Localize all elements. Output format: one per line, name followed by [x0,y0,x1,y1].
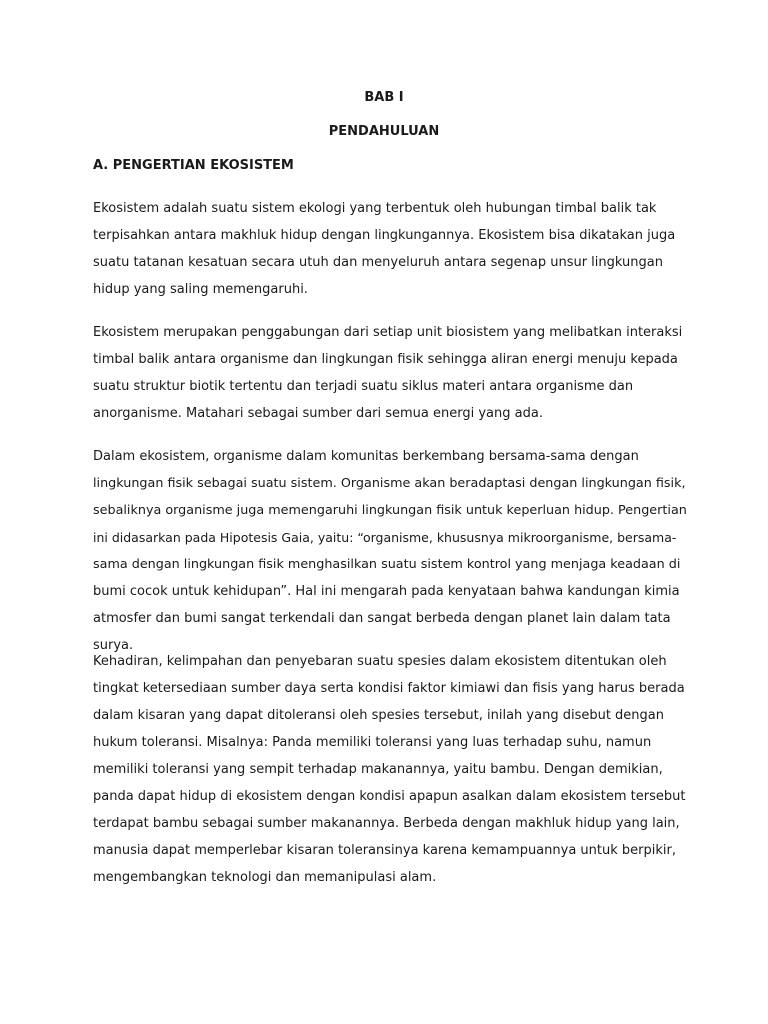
text-line: mengembangkan teknologi dan memanipulasi alam. [93,870,437,885]
text-line: hukum toleransi. Misalnya: Panda memiliki toleransi yang luas terhadap suhu, namun [93,735,652,750]
text-line: bumi cocok untuk kehidupan”. Hal ini mengarah pada kenyataan bahwa kandungan kimia [93,584,680,599]
text-line: timbal balik antara organisme dan lingkungan fisik sehingga aliran energi menuju kepada [93,352,678,367]
paragraph-1 [93,195,687,303]
text-line: Ekosistem merupakan penggabungan dari setiap unit biosistem yang melibatkan interaksi [93,325,683,340]
text-line: anorganisme. Matahari sebagai sumber dari semua energi yang ada. [93,406,543,421]
text-line: lingkungan fisik sebagai suatu sistem. Organisme akan beradaptasi dengan lingkungan fisik, [93,476,686,491]
text-line: tingkat ketersediaan sumber daya serta kondisi faktor kimiawi dan fisis yang harus berada [93,681,685,696]
paragraph-4 [93,648,687,891]
text-line: surya. [93,638,134,653]
text-line: suatu tatanan kesatuan secara utuh dan menyeluruh antara segenap unsur lingkungan [93,255,663,270]
text-line: atmosfer dan bumi sangat terkendali dan sangat berbeda dengan planet lain dalam tata [93,611,671,626]
text-line: panda dapat hidup di ekosistem dengan kondisi apapun asalkan dalam ekosistem tersebut [93,789,686,804]
text-line: ini didasarkan pada Hipotesis Gaia, yaitu: “organisme, khususnya mikroorganisme, bersama- [93,530,677,545]
section-title: A. PENGERTIAN EKOSISTEM [93,158,294,173]
text-line: hidup yang saling memengaruhi. [93,282,308,297]
paragraph-2 [93,319,687,427]
text-line: Kehadiran, kelimpahan dan penyebaran suatu spesies dalam ekosistem ditentukan oleh [93,654,667,669]
paragraph-3 [93,443,687,659]
text-line: terpisahkan antara makhluk hidup dengan lingkungannya. Ekosistem bisa dikatakan juga [93,228,676,243]
text-line: sebaliknya organisme juga memengaruhi lingkungan fisik untuk keperluan hidup. Pengertian [93,503,687,518]
text-line: sama dengan lingkungan fisik menghasilkan suatu sistem kontrol yang menjaga keadaan di [93,557,681,572]
text-line: dalam kisaran yang dapat ditoleransi oleh spesies tersebut, inilah yang disebut dengan [93,708,665,723]
text-line: manusia dapat memperlebar kisaran toleransinya karena kemampuannya untuk berpikir, [93,843,676,858]
chapter-number: BAB I [364,90,404,105]
text-line: terdapat bambu sebagai sumber makanannya. Berbeda dengan makhluk hidup yang lain, [93,816,680,831]
chapter-title: PENDAHULUAN [328,124,440,139]
text-line: Ekosistem adalah suatu sistem ekologi yang terbentuk oleh hubungan timbal balik tak [93,201,657,216]
text-line: memiliki toleransi yang sempit terhadap makanannya, yaitu bambu. Dengan demikian, [93,762,663,777]
text-line: Dalam ekosistem, organisme dalam komunitas berkembang bersama-sama dengan [93,449,639,464]
text-line: suatu struktur biotik tertentu dan terjadi suatu siklus materi antara organisme dan [93,379,634,394]
